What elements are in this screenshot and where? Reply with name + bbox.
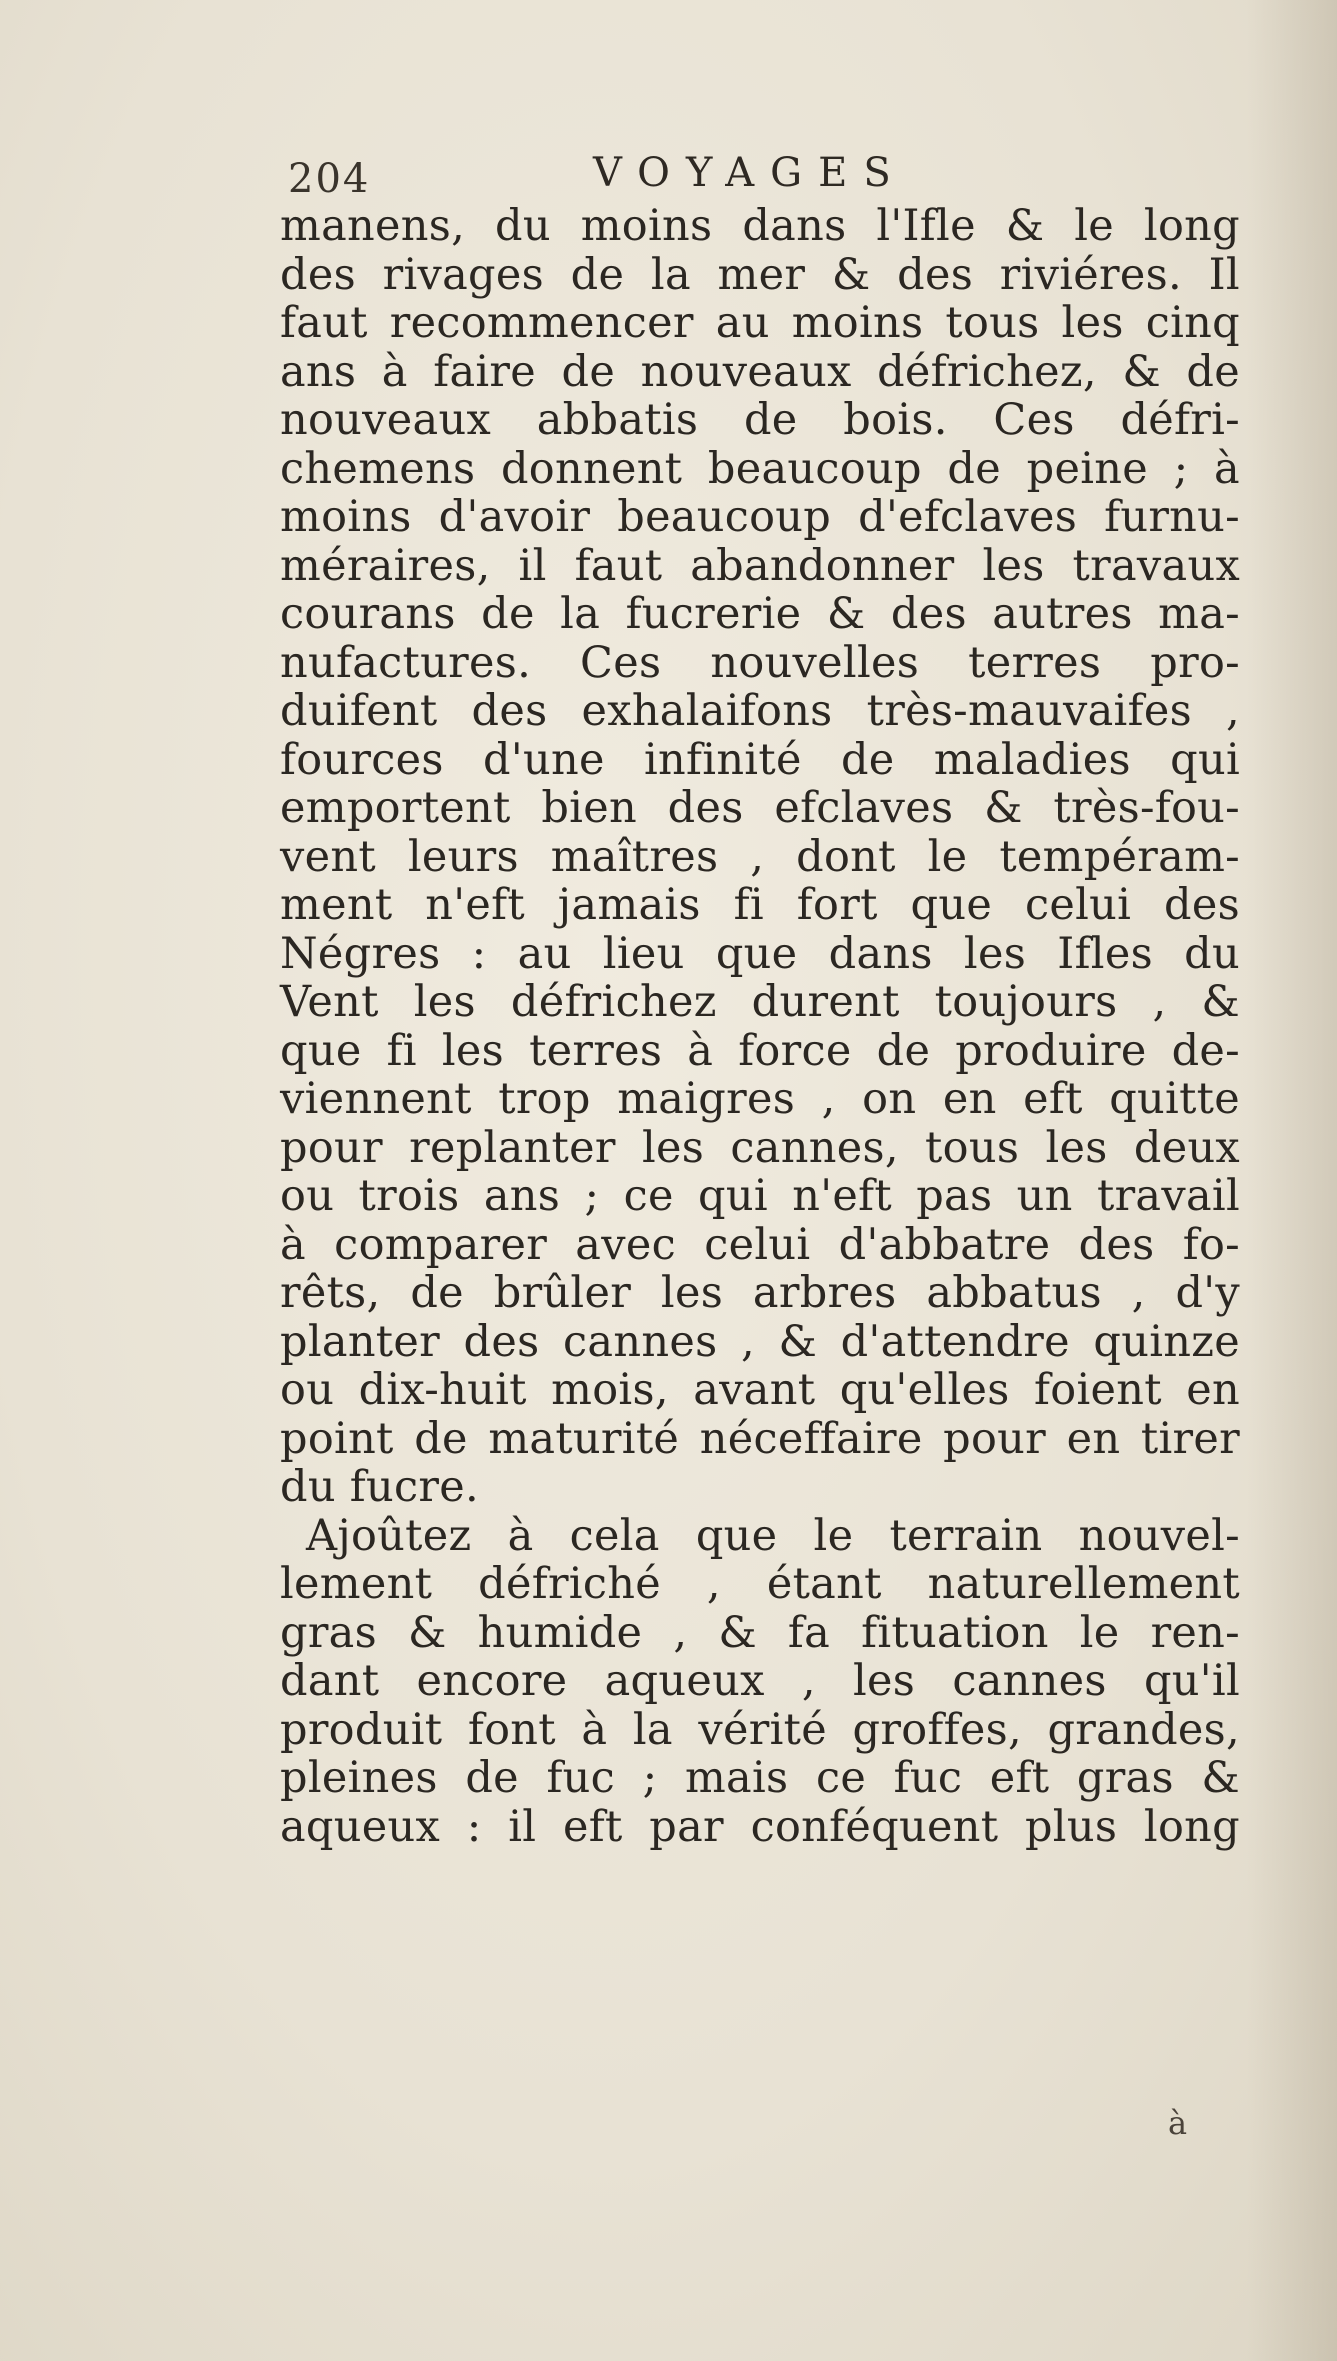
text-line: que fi les terres à force de produire de- <box>280 1025 1240 1076</box>
text-line: gras & humide , & fa fituation le ren- <box>280 1607 1240 1658</box>
text-line: duifent des exhalaifons très-mauvaifes , <box>280 686 1240 736</box>
text-line: à comparer avec celui d'abbatre des fo- <box>280 1219 1240 1270</box>
text-line-paragraph-end: du fucre. <box>280 1462 479 1512</box>
text-line: ou dix-huit mois, avant qu'elles foient en <box>280 1365 1240 1415</box>
text-line: rêts, de brûler les arbres abbatus , d'y <box>280 1268 1240 1318</box>
text-line: méraires, il faut abandonner les travaux <box>280 540 1240 591</box>
text-line: courans de la fucrerie & des autres ma- <box>280 589 1240 639</box>
text-line: manens, du moins dans l'Ifle & le long <box>280 201 1240 251</box>
text-line: planter des cannes , & d'attendre quinze <box>280 1316 1240 1367</box>
text-line: emportent bien des efclaves & très-fou- <box>280 783 1240 833</box>
text-line: chemens donnent beaucoup de peine ; à <box>280 443 1240 494</box>
text-line: moins d'avoir beaucoup d'efclaves furnu- <box>280 492 1240 542</box>
text-line: ou trois ans ; ce qui n'eft pas un travail <box>280 1171 1240 1221</box>
text-line: produit font à la vérité groffes, grandes, <box>280 1704 1240 1755</box>
body-text <box>280 202 1240 1851</box>
text-line-paragraph-start: Ajoûtez à cela que le terrain nouvel- <box>306 1510 1240 1561</box>
text-line: nouveaux abbatis de bois. Ces défri- <box>280 395 1240 445</box>
spine-shadow <box>1247 0 1337 2361</box>
text-line: fources d'une infinité de maladies qui <box>280 734 1240 785</box>
text-line: vent leurs maîtres , dont le tempéram- <box>280 831 1240 882</box>
text-line: pour replanter les cannes, tous les deux <box>280 1122 1240 1173</box>
text-line: dant encore aqueux , les cannes qu'il <box>280 1656 1240 1706</box>
text-line: pleines de fuc ; mais ce fuc eft gras & <box>280 1753 1240 1803</box>
text-line: lement défriché , étant naturellement <box>280 1559 1240 1609</box>
page-number: 204 <box>288 156 371 202</box>
text-line: faut recommencer au moins tous les cinq <box>280 298 1240 348</box>
text-line: des rivages de la mer & des riviéres. Il <box>280 249 1240 300</box>
text-line: viennent trop maigres , on en eft quitte <box>280 1074 1240 1124</box>
text-line: ment n'eft jamais fi fort que celui des <box>280 880 1240 930</box>
text-line: aqueux : il eft par conféquent plus long <box>280 1801 1240 1852</box>
text-line: point de maturité néceffaire pour en tirer <box>280 1413 1240 1464</box>
text-line: Négres : au lieu que dans les Ifles du <box>280 928 1240 979</box>
running-title: VOYAGES <box>593 150 907 196</box>
text-line: ans à faire de nouveaux défrichez, & de <box>280 346 1240 397</box>
text-line: nufactures. Ces nouvelles terres pro- <box>280 637 1240 688</box>
text-line: Vent les défrichez durent toujours , & <box>280 977 1240 1027</box>
catchword: à <box>1168 2104 1188 2142</box>
